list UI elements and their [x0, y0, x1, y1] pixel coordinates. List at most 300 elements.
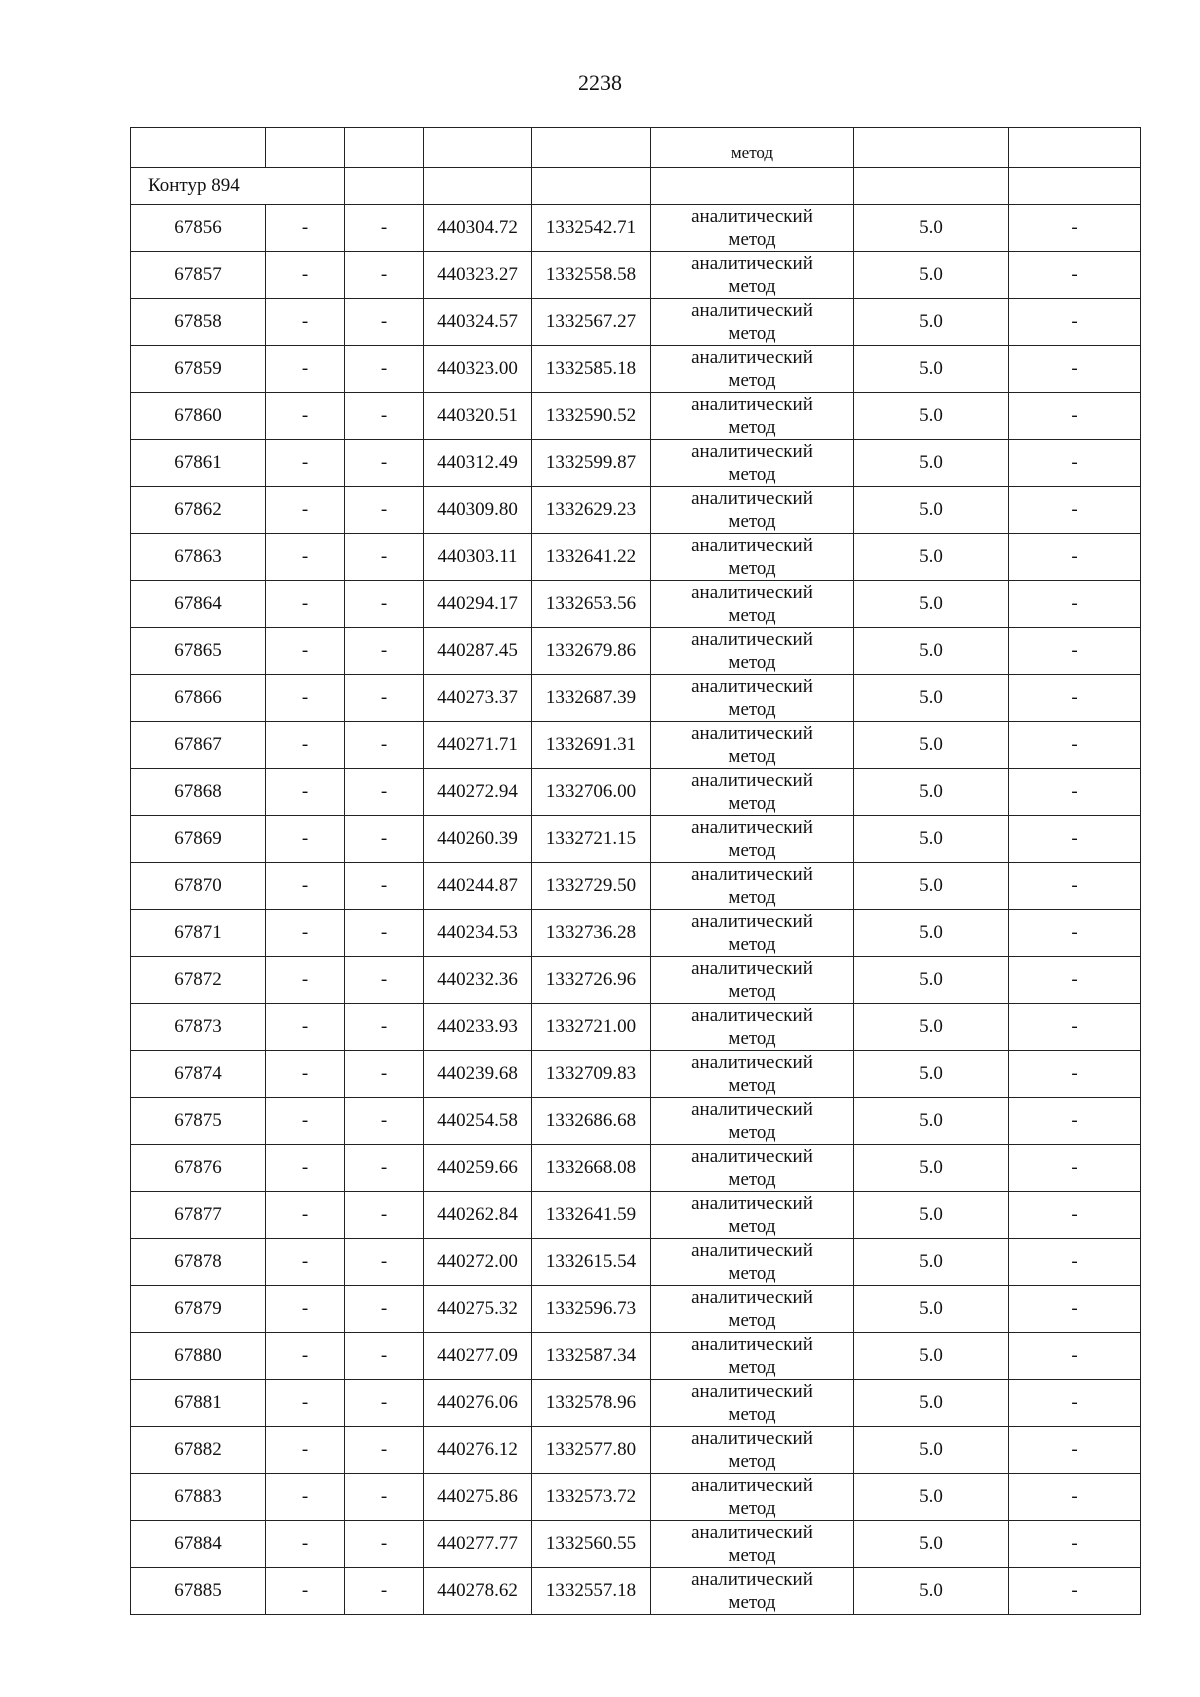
point-id-cell: 67873 — [131, 1004, 266, 1051]
method-cell — [651, 440, 854, 487]
method-cell — [651, 628, 854, 675]
column2-cell: - — [266, 1192, 345, 1239]
x-coordinate-cell: 440232.36 — [424, 957, 532, 1004]
accuracy-cell: 5.0 — [854, 581, 1009, 628]
y-coordinate-cell: 1332629.23 — [532, 487, 651, 534]
y-coordinate-cell: 1332590.52 — [532, 393, 651, 440]
method-cell — [651, 1145, 854, 1192]
table-row — [131, 1004, 1141, 1051]
x-coordinate-cell: 440287.45 — [424, 628, 532, 675]
method-cell — [651, 487, 854, 534]
table-row — [131, 1051, 1141, 1098]
column3-cell: - — [345, 1145, 424, 1192]
y-coordinate-cell: 1332599.87 — [532, 440, 651, 487]
method-line2: метод — [728, 793, 776, 814]
x-coordinate-cell: 440272.94 — [424, 769, 532, 816]
column2-cell: - — [266, 1286, 345, 1333]
point-id-cell: 67874 — [131, 1051, 266, 1098]
method-line2: метод — [728, 1451, 776, 1472]
method-line2: метод — [728, 1357, 776, 1378]
table-cell — [345, 128, 424, 168]
method-line1: аналитический — [691, 817, 813, 838]
table-row — [131, 581, 1141, 628]
x-coordinate-cell: 440323.27 — [424, 252, 532, 299]
column3-cell: - — [345, 393, 424, 440]
accuracy-cell: 5.0 — [854, 863, 1009, 910]
column3-cell: - — [345, 1286, 424, 1333]
method-line2: метод — [728, 1169, 776, 1190]
table-cell — [131, 128, 266, 168]
point-id-cell: 67862 — [131, 487, 266, 534]
accuracy-cell: 5.0 — [854, 910, 1009, 957]
point-id-cell: 67866 — [131, 675, 266, 722]
method-cell — [651, 957, 854, 1004]
column2-cell: - — [266, 769, 345, 816]
coordinates-table — [130, 127, 1141, 1615]
x-coordinate-cell: 440276.12 — [424, 1427, 532, 1474]
method-line2: метод — [728, 323, 776, 344]
method-line1: аналитический — [691, 1569, 813, 1590]
method-line2: метод — [728, 1592, 776, 1613]
column8-cell: - — [1009, 1051, 1141, 1098]
method-cell — [651, 205, 854, 252]
x-coordinate-cell: 440260.39 — [424, 816, 532, 863]
column2-cell: - — [266, 1051, 345, 1098]
table-row — [131, 346, 1141, 393]
column8-cell: - — [1009, 1192, 1141, 1239]
column8-cell: - — [1009, 1521, 1141, 1568]
y-coordinate-cell: 1332557.18 — [532, 1568, 651, 1615]
column2-cell: - — [266, 440, 345, 487]
accuracy-cell: 5.0 — [854, 346, 1009, 393]
point-id-cell: 67878 — [131, 1239, 266, 1286]
point-id-cell: 67870 — [131, 863, 266, 910]
accuracy-cell: 5.0 — [854, 628, 1009, 675]
method-line1: аналитический — [691, 1287, 813, 1308]
y-coordinate-cell: 1332567.27 — [532, 299, 651, 346]
y-coordinate-cell: 1332596.73 — [532, 1286, 651, 1333]
method-line1: аналитический — [691, 1334, 813, 1355]
method-cell — [651, 1333, 854, 1380]
method-line1: аналитический — [691, 1146, 813, 1167]
method-line2: метод — [728, 652, 776, 673]
method-line2: метод — [728, 370, 776, 391]
column3-cell: - — [345, 1004, 424, 1051]
method-cell — [651, 910, 854, 957]
column8-cell: - — [1009, 1286, 1141, 1333]
table-row — [131, 628, 1141, 675]
point-id-cell: 67856 — [131, 205, 266, 252]
column2-cell: - — [266, 1427, 345, 1474]
method-line1: аналитический — [691, 1522, 813, 1543]
x-coordinate-cell: 440272.00 — [424, 1239, 532, 1286]
accuracy-cell: 5.0 — [854, 769, 1009, 816]
accuracy-cell: 5.0 — [854, 1474, 1009, 1521]
method-line2: метод — [728, 1404, 776, 1425]
accuracy-cell: 5.0 — [854, 1239, 1009, 1286]
accuracy-cell: 5.0 — [854, 1427, 1009, 1474]
column8-cell: - — [1009, 487, 1141, 534]
method-line1: аналитический — [691, 1381, 813, 1402]
method-line1: аналитический — [691, 300, 813, 321]
accuracy-cell: 5.0 — [854, 957, 1009, 1004]
y-coordinate-cell: 1332736.28 — [532, 910, 651, 957]
column3-cell: - — [345, 1333, 424, 1380]
accuracy-cell: 5.0 — [854, 1145, 1009, 1192]
point-id-cell: 67880 — [131, 1333, 266, 1380]
y-coordinate-cell: 1332709.83 — [532, 1051, 651, 1098]
column8-cell: - — [1009, 534, 1141, 581]
section-row — [131, 168, 1141, 205]
column3-cell: - — [345, 1239, 424, 1286]
table-row — [131, 1192, 1141, 1239]
table-row — [131, 1427, 1141, 1474]
column8-cell: - — [1009, 957, 1141, 1004]
column8-cell: - — [1009, 769, 1141, 816]
accuracy-cell: 5.0 — [854, 816, 1009, 863]
column2-cell: - — [266, 393, 345, 440]
method-cell — [651, 534, 854, 581]
accuracy-cell: 5.0 — [854, 1098, 1009, 1145]
column8-cell: - — [1009, 1239, 1141, 1286]
column8-cell: - — [1009, 1380, 1141, 1427]
column8-cell: - — [1009, 581, 1141, 628]
method-cell — [651, 1192, 854, 1239]
column3-cell: - — [345, 252, 424, 299]
point-id-cell: 67860 — [131, 393, 266, 440]
column3-cell: - — [345, 628, 424, 675]
table-row — [131, 252, 1141, 299]
column8-cell: - — [1009, 628, 1141, 675]
column3-cell: - — [345, 1192, 424, 1239]
y-coordinate-cell: 1332721.00 — [532, 1004, 651, 1051]
point-id-cell: 67869 — [131, 816, 266, 863]
table-row — [131, 534, 1141, 581]
y-coordinate-cell: 1332587.34 — [532, 1333, 651, 1380]
column3-cell: - — [345, 299, 424, 346]
accuracy-cell: 5.0 — [854, 1333, 1009, 1380]
method-line2: метод — [728, 1216, 776, 1237]
x-coordinate-cell: 440277.09 — [424, 1333, 532, 1380]
method-line1: аналитический — [691, 864, 813, 885]
method-line2: метод — [728, 1498, 776, 1519]
column2-cell: - — [266, 1004, 345, 1051]
point-id-cell: 67879 — [131, 1286, 266, 1333]
column2-cell: - — [266, 1098, 345, 1145]
method-line1: аналитический — [691, 958, 813, 979]
column3-cell: - — [345, 957, 424, 1004]
method-line2: метод — [728, 981, 776, 1002]
column3-cell: - — [345, 769, 424, 816]
method-cell — [651, 1004, 854, 1051]
method-line2: метод — [728, 1263, 776, 1284]
x-coordinate-cell: 440275.86 — [424, 1474, 532, 1521]
column2-cell: - — [266, 1521, 345, 1568]
method-line1: аналитический — [691, 676, 813, 697]
method-line1: аналитический — [691, 253, 813, 274]
method-line2: метод — [728, 746, 776, 767]
table-cell — [345, 168, 424, 205]
column3-cell: - — [345, 722, 424, 769]
column8-cell: - — [1009, 863, 1141, 910]
accuracy-cell: 5.0 — [854, 299, 1009, 346]
accuracy-cell: 5.0 — [854, 1004, 1009, 1051]
point-id-cell: 67875 — [131, 1098, 266, 1145]
column3-cell: - — [345, 1051, 424, 1098]
column3-cell: - — [345, 581, 424, 628]
table-cell — [651, 168, 854, 205]
x-coordinate-cell: 440273.37 — [424, 675, 532, 722]
column8-cell: - — [1009, 1474, 1141, 1521]
method-line2: метод — [728, 1545, 776, 1566]
column2-cell: - — [266, 910, 345, 957]
method-line2: метод — [728, 511, 776, 532]
method-cell — [651, 252, 854, 299]
column8-cell: - — [1009, 722, 1141, 769]
column3-cell: - — [345, 1427, 424, 1474]
table-row — [131, 1474, 1141, 1521]
accuracy-cell: 5.0 — [854, 675, 1009, 722]
point-id-cell: 67872 — [131, 957, 266, 1004]
x-coordinate-cell: 440262.84 — [424, 1192, 532, 1239]
table-row — [131, 722, 1141, 769]
y-coordinate-cell: 1332679.86 — [532, 628, 651, 675]
point-id-cell: 67863 — [131, 534, 266, 581]
method-cell — [651, 1568, 854, 1615]
x-coordinate-cell: 440239.68 — [424, 1051, 532, 1098]
method-line1: аналитический — [691, 629, 813, 650]
column8-cell: - — [1009, 1098, 1141, 1145]
column3-cell: - — [345, 1098, 424, 1145]
table-row — [131, 1333, 1141, 1380]
point-id-cell: 67871 — [131, 910, 266, 957]
column3-cell: - — [345, 487, 424, 534]
column3-cell: - — [345, 440, 424, 487]
method-line1: аналитический — [691, 770, 813, 791]
x-coordinate-cell: 440304.72 — [424, 205, 532, 252]
column8-cell: - — [1009, 910, 1141, 957]
continuation-method-cell: метод — [651, 128, 854, 168]
method-cell — [651, 1239, 854, 1286]
column2-cell: - — [266, 1380, 345, 1427]
y-coordinate-cell: 1332560.55 — [532, 1521, 651, 1568]
table-row — [131, 863, 1141, 910]
column2-cell: - — [266, 863, 345, 910]
x-coordinate-cell: 440277.77 — [424, 1521, 532, 1568]
method-line1: аналитический — [691, 1052, 813, 1073]
y-coordinate-cell: 1332578.96 — [532, 1380, 651, 1427]
y-coordinate-cell: 1332721.15 — [532, 816, 651, 863]
point-id-cell: 67867 — [131, 722, 266, 769]
method-line1: аналитический — [691, 347, 813, 368]
y-coordinate-cell: 1332641.59 — [532, 1192, 651, 1239]
table-cell — [266, 128, 345, 168]
accuracy-cell: 5.0 — [854, 205, 1009, 252]
method-cell — [651, 1427, 854, 1474]
table-row — [131, 205, 1141, 252]
column2-cell: - — [266, 299, 345, 346]
accuracy-cell: 5.0 — [854, 1051, 1009, 1098]
table-row — [131, 393, 1141, 440]
column8-cell: - — [1009, 299, 1141, 346]
method-line2: метод — [728, 1075, 776, 1096]
table-row — [131, 910, 1141, 957]
column2-cell: - — [266, 675, 345, 722]
column2-cell: - — [266, 722, 345, 769]
point-id-cell: 67865 — [131, 628, 266, 675]
accuracy-cell: 5.0 — [854, 1568, 1009, 1615]
accuracy-cell: 5.0 — [854, 487, 1009, 534]
table-cell — [1009, 168, 1141, 205]
method-cell — [651, 769, 854, 816]
x-coordinate-cell: 440303.11 — [424, 534, 532, 581]
table-row — [131, 1098, 1141, 1145]
method-line1: аналитический — [691, 1475, 813, 1496]
method-line2: метод — [728, 558, 776, 579]
column2-cell: - — [266, 957, 345, 1004]
column3-cell: - — [345, 1568, 424, 1615]
column8-cell: - — [1009, 1333, 1141, 1380]
table-row — [131, 816, 1141, 863]
column2-cell: - — [266, 628, 345, 675]
method-line2: метод — [728, 887, 776, 908]
table-cell — [424, 128, 532, 168]
table-cell — [1009, 128, 1141, 168]
method-line1: аналитический — [691, 911, 813, 932]
method-cell — [651, 1098, 854, 1145]
method-line1: аналитический — [691, 535, 813, 556]
point-id-cell: 67881 — [131, 1380, 266, 1427]
table-body — [131, 128, 1141, 1615]
method-line2: метод — [728, 417, 776, 438]
column2-cell: - — [266, 1474, 345, 1521]
column8-cell: - — [1009, 1427, 1141, 1474]
column8-cell: - — [1009, 816, 1141, 863]
column8-cell: - — [1009, 440, 1141, 487]
method-line2: метод — [728, 276, 776, 297]
method-line2: метод — [728, 934, 776, 955]
column8-cell: - — [1009, 205, 1141, 252]
column2-cell: - — [266, 1568, 345, 1615]
y-coordinate-cell: 1332585.18 — [532, 346, 651, 393]
column2-cell: - — [266, 252, 345, 299]
method-line2: метод — [728, 1310, 776, 1331]
y-coordinate-cell: 1332706.00 — [532, 769, 651, 816]
table-row — [131, 1286, 1141, 1333]
x-coordinate-cell: 440309.80 — [424, 487, 532, 534]
accuracy-cell: 5.0 — [854, 393, 1009, 440]
column2-cell: - — [266, 534, 345, 581]
method-line2: метод — [728, 229, 776, 250]
method-line1: аналитический — [691, 488, 813, 509]
x-coordinate-cell: 440323.00 — [424, 346, 532, 393]
y-coordinate-cell: 1332726.96 — [532, 957, 651, 1004]
method-line2: метод — [728, 464, 776, 485]
column8-cell: - — [1009, 393, 1141, 440]
point-id-cell: 67859 — [131, 346, 266, 393]
point-id-cell: 67877 — [131, 1192, 266, 1239]
method-line2: метод — [728, 1028, 776, 1049]
column3-cell: - — [345, 346, 424, 393]
method-cell — [651, 581, 854, 628]
point-id-cell: 67861 — [131, 440, 266, 487]
accuracy-cell: 5.0 — [854, 252, 1009, 299]
point-id-cell: 67883 — [131, 1474, 266, 1521]
method-line1: аналитический — [691, 206, 813, 227]
method-line1: аналитический — [691, 1240, 813, 1261]
method-line1: аналитический — [691, 1428, 813, 1449]
point-id-cell: 67885 — [131, 1568, 266, 1615]
column2-cell: - — [266, 581, 345, 628]
x-coordinate-cell: 440278.62 — [424, 1568, 532, 1615]
column3-cell: - — [345, 1521, 424, 1568]
table-row — [131, 1145, 1141, 1192]
method-cell — [651, 1286, 854, 1333]
x-coordinate-cell: 440275.32 — [424, 1286, 532, 1333]
column3-cell: - — [345, 816, 424, 863]
column2-cell: - — [266, 205, 345, 252]
method-line2: метод — [728, 605, 776, 626]
page-number: 2238 — [578, 70, 622, 95]
table-row — [131, 487, 1141, 534]
accuracy-cell: 5.0 — [854, 1286, 1009, 1333]
accuracy-cell: 5.0 — [854, 1192, 1009, 1239]
accuracy-cell: 5.0 — [854, 1380, 1009, 1427]
y-coordinate-cell: 1332558.58 — [532, 252, 651, 299]
method-line1: аналитический — [691, 1193, 813, 1214]
table-row — [131, 675, 1141, 722]
table-row — [131, 769, 1141, 816]
method-cell — [651, 393, 854, 440]
method-line1: аналитический — [691, 1099, 813, 1120]
column3-cell: - — [345, 534, 424, 581]
table-row — [131, 299, 1141, 346]
column2-cell: - — [266, 1333, 345, 1380]
column2-cell: - — [266, 487, 345, 534]
point-id-cell: 67857 — [131, 252, 266, 299]
column2-cell: - — [266, 816, 345, 863]
method-cell — [651, 816, 854, 863]
table-cell — [532, 168, 651, 205]
y-coordinate-cell: 1332668.08 — [532, 1145, 651, 1192]
method-cell — [651, 299, 854, 346]
table-row — [131, 1521, 1141, 1568]
table-row — [131, 1568, 1141, 1615]
x-coordinate-cell: 440312.49 — [424, 440, 532, 487]
x-coordinate-cell: 440244.87 — [424, 863, 532, 910]
table-cell — [854, 128, 1009, 168]
column2-cell: - — [266, 1239, 345, 1286]
method-line1: аналитический — [691, 723, 813, 744]
x-coordinate-cell: 440276.06 — [424, 1380, 532, 1427]
point-id-cell: 67858 — [131, 299, 266, 346]
column8-cell: - — [1009, 1568, 1141, 1615]
accuracy-cell: 5.0 — [854, 722, 1009, 769]
column3-cell: - — [345, 675, 424, 722]
method-cell — [651, 346, 854, 393]
column3-cell: - — [345, 863, 424, 910]
column3-cell: - — [345, 910, 424, 957]
table-cell — [532, 128, 651, 168]
continuation-row — [131, 128, 1141, 168]
column8-cell: - — [1009, 346, 1141, 393]
method-line1: аналитический — [691, 441, 813, 462]
x-coordinate-cell: 440254.58 — [424, 1098, 532, 1145]
x-coordinate-cell: 440259.66 — [424, 1145, 532, 1192]
table-row — [131, 957, 1141, 1004]
column8-cell: - — [1009, 675, 1141, 722]
accuracy-cell: 5.0 — [854, 1521, 1009, 1568]
